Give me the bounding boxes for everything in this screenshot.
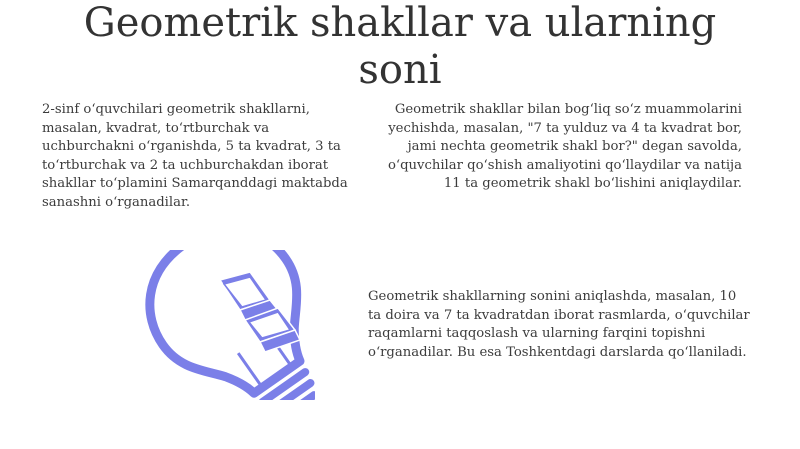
paragraph-left: 2-sinf o‘quvchilari geometrik shakllarni, masalan, kvadrat, to‘rtburchak va uchburchakni o‘rganishda, 5 ta kvadrat, 3 ta to‘rtburchak va 2 ta uchburchakdan iborat shakllar to‘plamini Samarqanddagi maktabda sanashni o‘rganadilar. — [42, 102, 348, 210]
paragraph-right: Geometrik shakllar bilan bog‘liq so‘z muammolarini yechishda, masalan, "7 ta yulduz va 4 ta kvadrat bor, jami nechta geometrik shakl bor?" degan savolda, o‘quvchilar qo‘shish amaliyotini qo‘llaydilar va natija 11 ta geometrik shakl bo‘lishini aniqlaydilar. — [387, 102, 742, 191]
book-icon — [220, 272, 300, 352]
lightbulb-book-icon — [100, 250, 315, 400]
paragraph-bottom: Geometrik shakllarning sonini aniqlashda, masalan, 10 ta doira va 7 ta kvadratdan iborat rasmlarda, o‘quvchilar raqamlarni taqqoslash va ularning farqini topishni o‘rganadilar. Bu esa Toshkentdagi darslarda qo‘llaniladi. — [368, 289, 750, 360]
page-title: Geometrik shakllar va ularning soni — [83, 0, 717, 93]
